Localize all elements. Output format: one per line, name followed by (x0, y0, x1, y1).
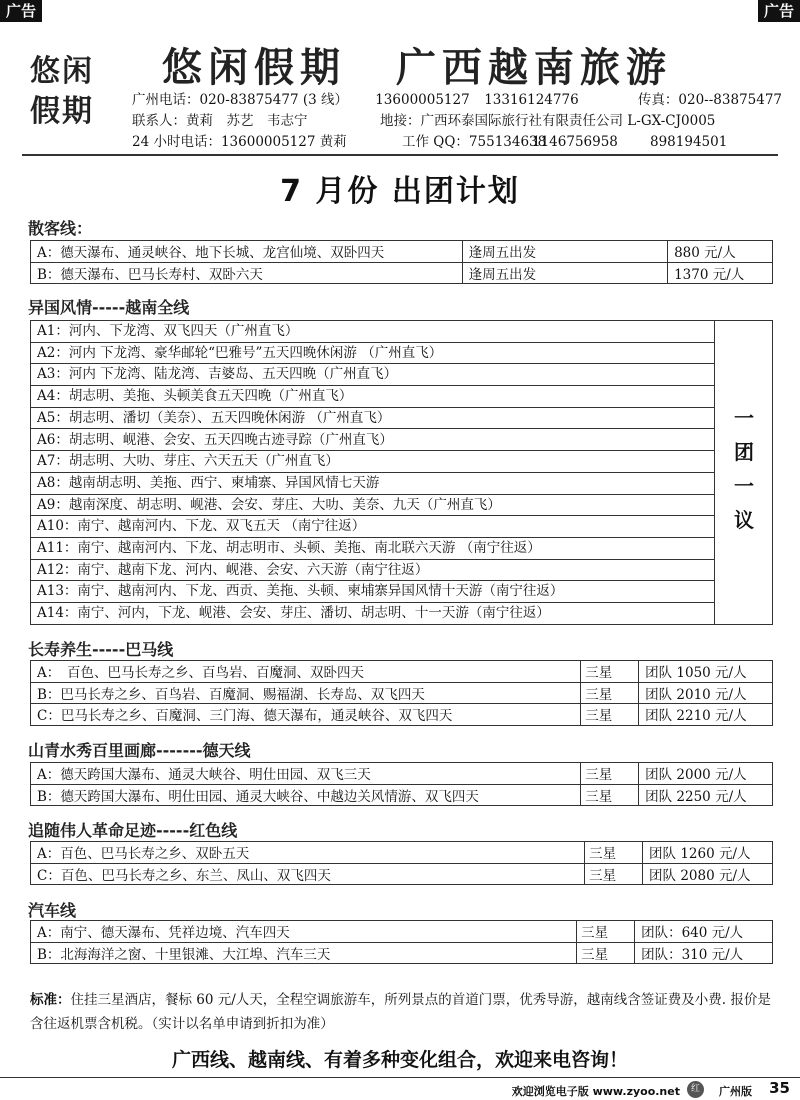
table-red (30, 841, 773, 885)
route-cell: B：德天瀑布、巴马长寿村、双卧六天 (31, 262, 463, 284)
price-cell: 团队 1050 元/人 (639, 661, 773, 683)
list-item: A1：河内、下龙湾、双飞四天（广州直飞） (31, 321, 714, 343)
footer (0, 1077, 800, 1100)
route-cell: A：百色、巴马长寿之乡、双卧五天 (31, 842, 585, 864)
mobile-2: 13316124776 (484, 92, 579, 108)
closing-slogan: 广西线、越南线、有着多种变化组合，欢迎来电咨询！ (171, 1049, 628, 1071)
schedule-cell: 逢周五出发 (462, 241, 667, 263)
logo-line2: 假期 (30, 94, 94, 129)
table-row (31, 784, 773, 806)
route-cell: C：巴马长寿之乡、百魔洞、三门海、德天瀑布，通灵峡谷、双飞四天 (31, 704, 581, 726)
grade-cell: 三星 (581, 682, 639, 704)
fax: 传真：020--83875477 (637, 92, 783, 108)
list-item: A11：南宁、越南河内、下龙、胡志明市、头顿、美拖、南北联六天游 （南宁往返） (31, 538, 714, 560)
list-item: A4：胡志明、美拖、头顿美食五天四晚（广州直飞） (31, 386, 714, 408)
side-note-char: 一 (734, 406, 754, 430)
price-cell: 1370 元/人 (668, 262, 773, 284)
table-row (31, 262, 773, 284)
table-row (31, 704, 773, 726)
section-title-red: 追随伟人革命足迹-----红色线 (28, 821, 238, 840)
hotline: 24 小时电话：13600005127 黄莉 (132, 134, 347, 150)
price-cell: 团队：640 元/人 (635, 921, 773, 943)
brand-right: 广西越南旅游 (395, 44, 672, 91)
price-cell: 团队 2000 元/人 (639, 763, 773, 785)
grade-cell: 三星 (581, 704, 639, 726)
route-cell: B：巴马长寿之乡、百鸟岩、百魔洞、赐福湖、长寿岛、双飞四天 (31, 682, 581, 704)
table-row (31, 682, 773, 704)
header (22, 22, 783, 156)
table-row (31, 661, 773, 683)
side-note (715, 401, 773, 537)
grade-cell: 三星 (585, 842, 643, 864)
address: 地接：广西环泰国际旅行社有限责任公司 L-GX-CJ0005 (380, 113, 716, 129)
side-note-char: 议 (734, 508, 754, 532)
price-cell: 团队：310 元/人 (635, 942, 773, 964)
table-row (31, 842, 773, 864)
grade-cell: 三星 (577, 942, 635, 964)
qq-2: 1146756958 (532, 134, 618, 150)
list-item: A3：河内 下龙湾、陆龙湾、吉婆岛、五天四晚（广州直飞） (31, 364, 714, 386)
price-cell: 团队 1260 元/人 (643, 842, 773, 864)
page-number: 35 (769, 1079, 790, 1097)
price-cell: 团队 2080 元/人 (643, 863, 773, 885)
mobile-1: 13600005127 (375, 92, 470, 108)
table-vietnam (30, 320, 773, 625)
table-row (31, 241, 773, 263)
contact-people: 联系人：黄莉 苏艺 韦志宁 (132, 113, 308, 129)
list-item: A7：胡志明、大叻、芽庄、六天五天（广州直飞） (31, 451, 714, 473)
side-note-char: 一 (734, 474, 754, 498)
list-item: A6：胡志明、岘港、会安、五天四晚古迹寻踪（广州直飞） (31, 430, 714, 452)
schedule-cell: 逢周五出发 (462, 262, 667, 284)
price-cell: 团队 2010 元/人 (639, 682, 773, 704)
ad-label-left: 广告 (0, 0, 42, 22)
brand-left: 悠闲假期 (162, 44, 346, 91)
qq-1: 工作 QQ：755134638 (402, 134, 547, 150)
ad-label-right: 广告 (758, 0, 800, 22)
contact-info (132, 90, 782, 153)
list-item: A8：越南胡志明、美拖、西宁、柬埔寨、异国风情七天游 (31, 473, 714, 495)
table-row (31, 863, 773, 885)
list-item: A12：南宁、越南下龙、河内、岘港、会安、六天游（南宁往返） (31, 560, 714, 582)
side-note-char: 团 (734, 440, 754, 464)
list-item: A2：河内 下龙湾、豪华邮轮“巴雅号”五天四晚休闲游 （广州直飞） (31, 343, 714, 365)
route-cell: C：百色、巴马长寿之乡、东兰、凤山、双飞四天 (31, 863, 585, 885)
page-title: 7 月份 出团计划 (280, 174, 520, 209)
table-row (31, 942, 773, 964)
grade-cell: 三星 (577, 921, 635, 943)
standard-note (30, 988, 772, 1036)
list-item: A13：南宁、越南河内、下龙、西贡、美拖、头顿、柬埔寨异国风情十天游（南宁往返） (31, 581, 714, 603)
route-cell: A：南宁、德天瀑布、凭祥边境、汽车四天 (31, 921, 577, 943)
list-item: A10：南宁、越南河内、下龙、双飞五天 （南宁往返） (31, 516, 714, 538)
table-sanke (30, 240, 773, 284)
section-title-vietnam: 异国风情-----越南全线 (28, 298, 190, 317)
logo-line1: 悠闲 (30, 54, 94, 89)
grade-cell: 三星 (581, 784, 639, 806)
grade-cell: 三星 (585, 863, 643, 885)
route-cell: A：德天跨国大瀑布、通灵大峡谷、明仕田园、双飞三天 (31, 763, 581, 785)
table-row (31, 763, 773, 785)
section-title-bus: 汽车线 (28, 901, 77, 920)
section-title-detian: 山青水秀百里画廊-------德天线 (28, 741, 251, 760)
table-bus (30, 920, 773, 964)
table-row (31, 921, 773, 943)
route-cell: A： 百色、巴马长寿之乡、百鸟岩、百魔洞、双卧四天 (31, 661, 581, 683)
footer-badge-icon: 红 (687, 1081, 704, 1098)
standard-label: 标准： (30, 992, 71, 1008)
price-cell: 团队 2210 元/人 (639, 704, 773, 726)
footer-edition: 广州版 (719, 1085, 752, 1098)
section-title-bama: 长寿养生-----巴马线 (28, 640, 174, 659)
route-cell: B：北海海洋之窗、十里银滩、大江埠、汽车三天 (31, 942, 577, 964)
route-cell: B：德天跨国大瀑布、明仕田园、通灵大峡谷、中越边关风情游、双飞四天 (31, 784, 581, 806)
standard-text: 住挂三星酒店，餐标 60 元/人天，全程空调旅游车，所列景点的首道门票，优秀导游，越南线含签证费及小费. 报价是含往返机票含机税。（实计以名单申请到折扣为准） (30, 992, 771, 1032)
footer-website: 欢迎浏览电子版 www.zyoo.net (511, 1085, 680, 1098)
price-cell: 880 元/人 (668, 241, 773, 263)
table-detian (30, 762, 773, 806)
brand-title (162, 36, 702, 93)
grade-cell: 三星 (581, 763, 639, 785)
grade-cell: 三星 (581, 661, 639, 683)
list-item: A9：越南深度、胡志明、岘港、会安、芽庄、大叻、美奈、九天（广州直飞） (31, 495, 714, 517)
table-bama (30, 660, 773, 726)
logo (30, 52, 110, 132)
list-item: A14：南宁、河内，下龙、岘港、会安、芽庄、潘切、胡志明、十一天游（南宁往返） (37, 605, 550, 622)
route-cell: A：德天瀑布、通灵峡谷、地下长城、龙宫仙境、双卧四天 (31, 241, 463, 263)
section-title-sanke: 散客线： (28, 219, 93, 238)
phone: 广州电话：020-83875477 (3 线） (132, 92, 348, 108)
qq-3: 898194501 (650, 134, 728, 150)
price-cell: 团队 2250 元/人 (639, 784, 773, 806)
list-item: A5：胡志明、潘切（美奈）、五天四晚休闲游 （广州直飞） (31, 408, 714, 430)
